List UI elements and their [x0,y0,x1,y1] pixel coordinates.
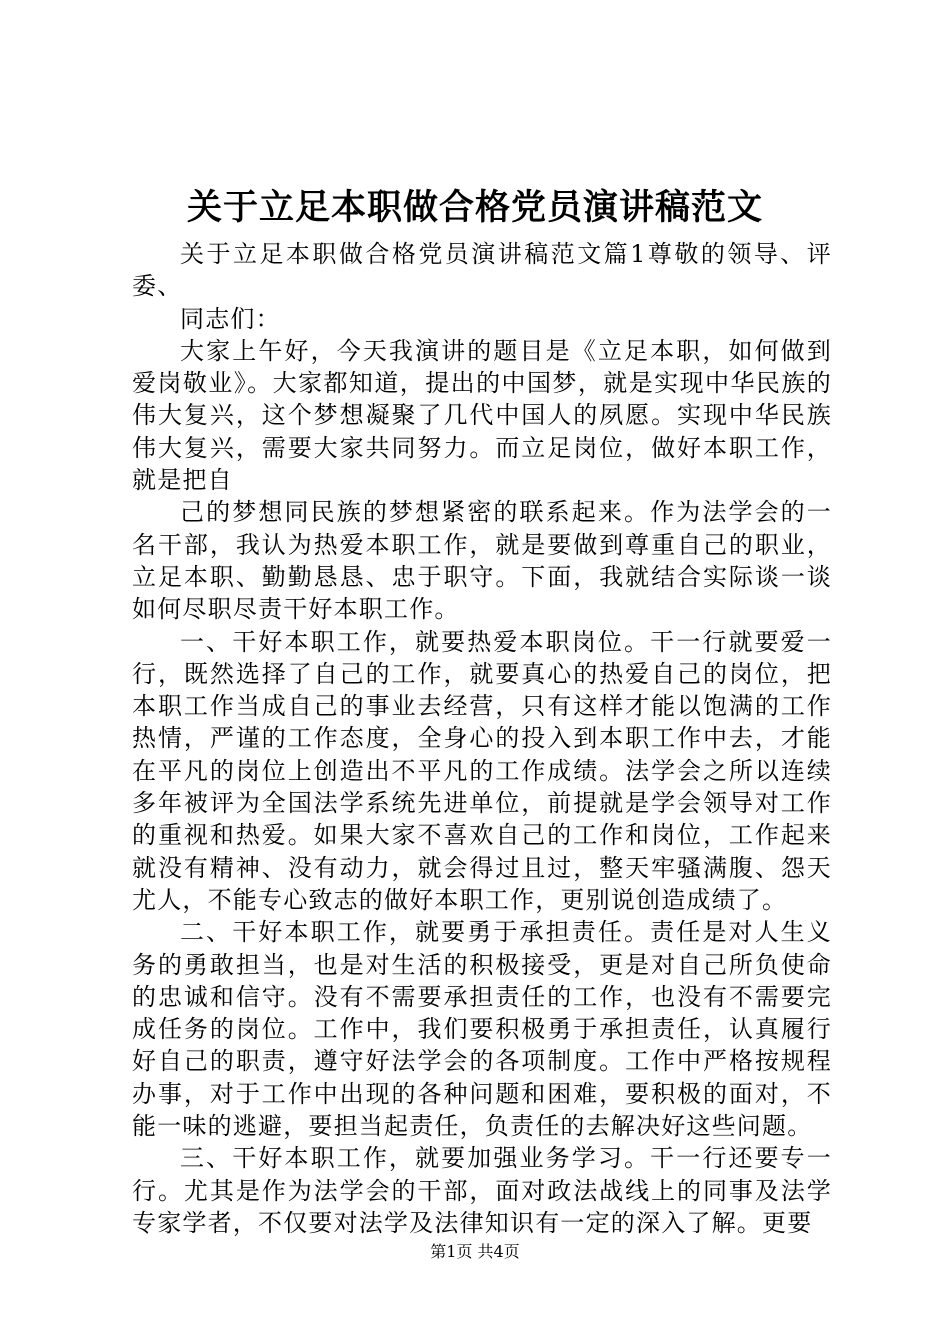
document-title: 关于立足本职做合格党员演讲稿范文 [186,187,763,228]
page-footer: 第1页 共4页 [430,1242,520,1261]
paragraph-intro: 关于立足本职做合格党员演讲稿范文篇1尊敬的领导、评委、 [132,240,832,301]
paragraph-dream: 己的梦想同民族的梦想紧密的联系起来。作为法学会的一名干部，我认为热爱本职工作，就是要做到尊重自己的职业，立足本职、勤勤恳恳、忠于职守。下面，我就结合实际谈一谈如何尽职尽责干好本职工作。 [132,498,832,624]
document-body [132,238,832,1239]
paragraph-opening: 大家上午好，今天我演讲的题目是《立足本职，如何做到爱岗敬业》。大家都知道，提出的中国梦，就是实现中华民族的伟大复兴，这个梦想凝聚了几代中国人的夙愿。实现中华民族伟大复兴，需要大家共同努力。而立足岗位，做好本职工作，就是把自 [132,336,832,495]
paragraph-salutation: 同志们： [180,304,281,333]
paragraph-point-three: 三、干好本职工作，就要加强业务学习。干一行还要专一行。尤其是作为法学会的干部，面对政法战线上的同事及法学专家学者，不仅要对法学及法律知识有一定的深入了解。更要 [132,1144,832,1237]
paragraph-point-two: 二、干好本职工作，就要勇于承担责任。责任是对人生义务的勇敢担当，也是对生活的积极接受，更是对自己所负使命的忠诚和信守。没有不需要承担责任的工作，也没有不需要完成任务的岗位。工作中，我们要积极勇于承担责任，认真履行好自己的职责，遵守好法学会的各项制度。工作中严格按规程办事，对于工作中出现的各种问题和困难，要积极的面对，不能一味的逃避，要担当起责任，负责任的去解决好这些问题。 [132,918,832,1141]
paragraph-point-one: 一、干好本职工作，就要热爱本职岗位。干一行就要爱一行，既然选择了自己的工作，就要真心的热爱自己的岗位，把本职工作当成自己的事业去经营，只有这样才能以饱满的工作热情，严谨的工作态度，全身心的投入到本职工作中去，才能在平凡的岗位上创造出不平凡的工作成绩。法学会之所以连续多年被评为全国法学系统先进单位，前提就是学会领导对工作的重视和热爱。如果大家不喜欢自己的工作和岗位，工作起来就没有精神、没有动力，就会得过且过，整天牢骚满腹、怨天尤人，不能专心致志的做好本职工作，更别说创造成绩了。 [132,627,832,914]
